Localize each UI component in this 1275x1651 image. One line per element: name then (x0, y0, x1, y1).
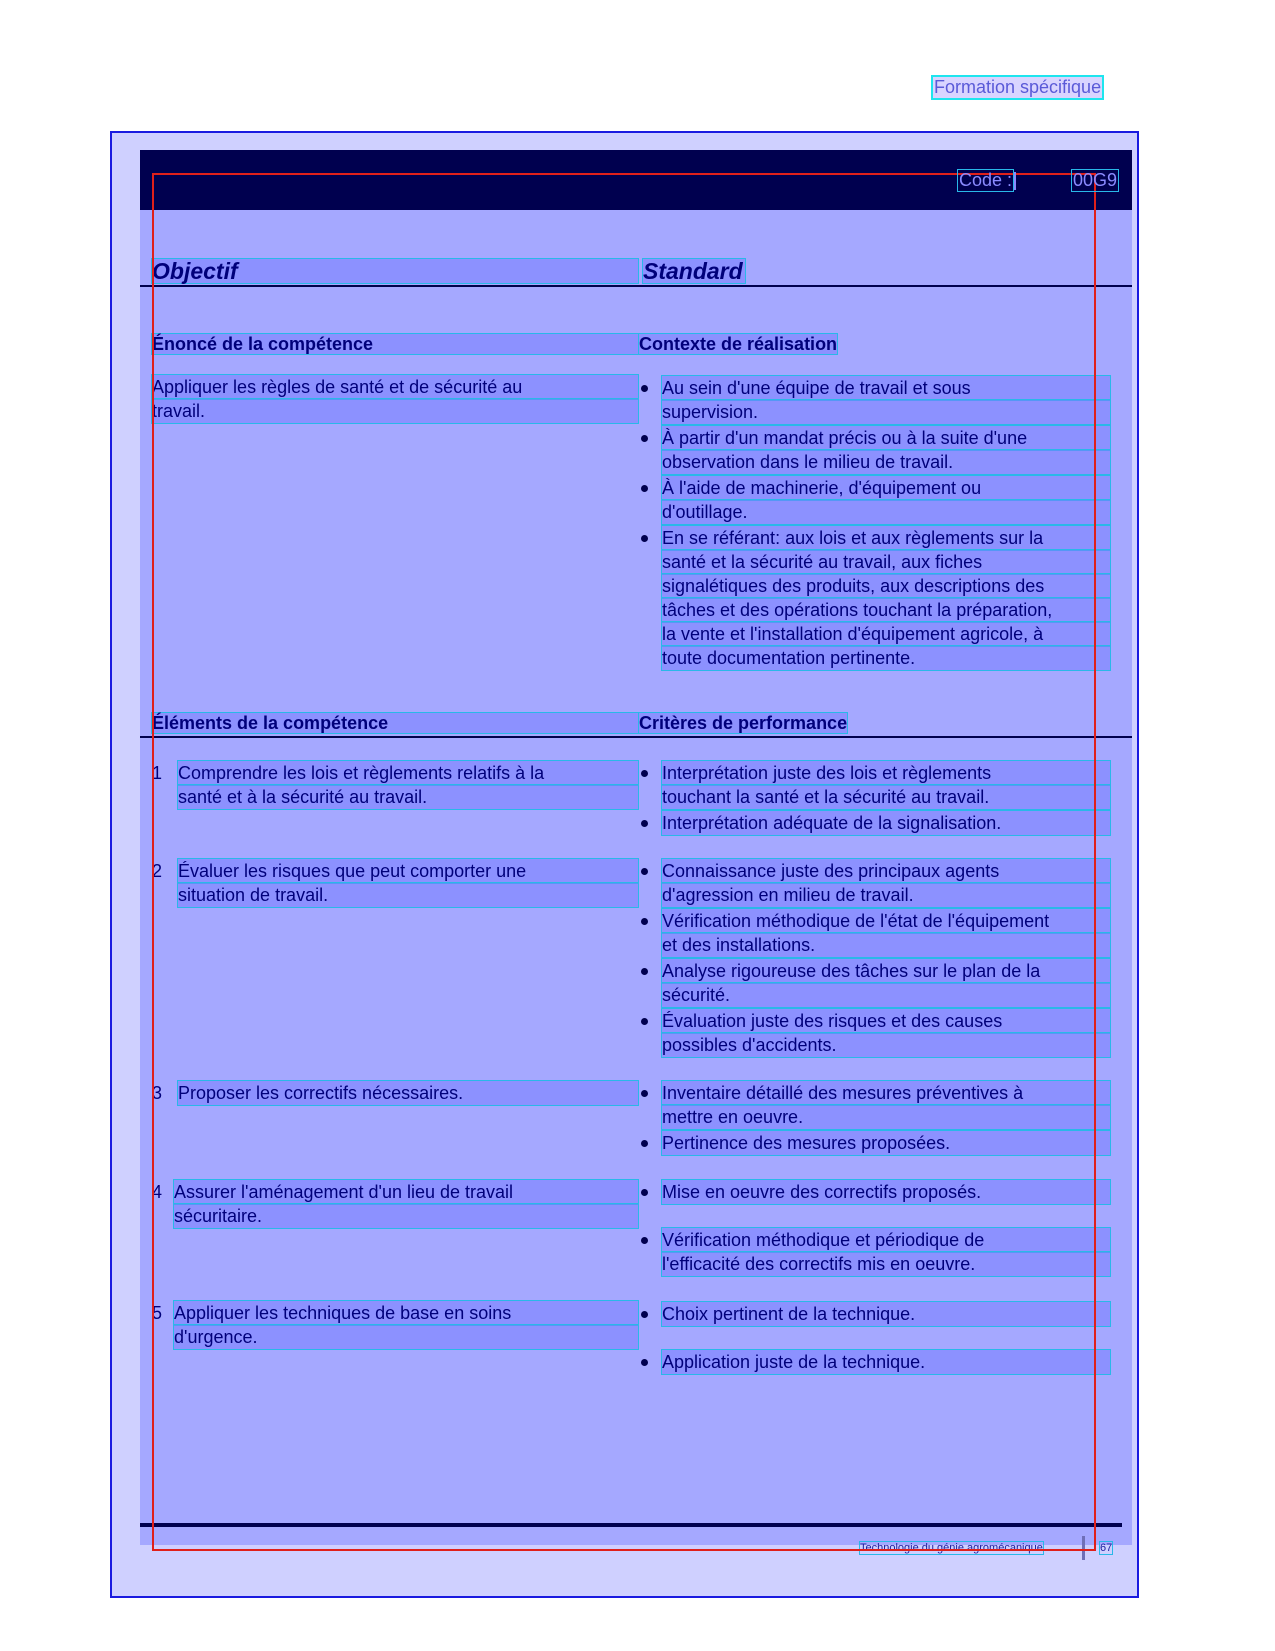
contexte-line: signalétiques des produits, aux descriptions des (662, 574, 1110, 598)
element-number: 3 (152, 1083, 163, 1103)
element-line: Assurer l'aménagement d'un lieu de travail (174, 1180, 638, 1204)
criterion-line: Pertinence des mesures proposées. (662, 1131, 1110, 1155)
criterion-line: possibles d'accidents. (662, 1033, 1110, 1057)
criterion-line: Analyse rigoureuse des tâches sur le plan de la (662, 959, 1110, 983)
contexte-line: Au sein d'une équipe de travail et sous (662, 376, 1110, 400)
criterion-line: Connaissance juste des principaux agents (662, 859, 1110, 883)
criterion-line: sécurité. (662, 983, 1110, 1007)
criterion-line: Application juste de la technique. (662, 1350, 1110, 1374)
contexte-line: toute documentation pertinente. (662, 646, 1110, 670)
element-line: d'urgence. (174, 1325, 638, 1349)
criterion-line: Mise en oeuvre des correctifs proposés. (662, 1180, 1110, 1204)
contexte-line: À l'aide de machinerie, d'équipement ou (662, 476, 1110, 500)
contexte-line: santé et la sécurité au travail, aux fiches (662, 550, 1110, 574)
contexte-line: d'outillage. (662, 500, 1110, 524)
contexte-line: observation dans le milieu de travail. (662, 450, 1110, 474)
contexte-heading: Contexte de réalisation (639, 334, 838, 354)
criterion-line: Évaluation juste des risques et des causes (662, 1009, 1110, 1033)
contexte-line: la vente et l'installation d'équipement agricole, à (662, 622, 1110, 646)
criterion-line: Interprétation adéquate de la signalisation. (662, 811, 1110, 835)
competence-line: travail. (152, 399, 638, 423)
column-title-objectif: Objectif (152, 259, 638, 283)
criterion-line: l'efficacité des correctifs mis en oeuvre. (662, 1252, 1110, 1276)
selection-frame (152, 173, 1096, 1551)
element-number: 1 (152, 763, 163, 783)
criterion-line: mettre en oeuvre. (662, 1105, 1110, 1129)
criterion-line: touchant la santé et la sécurité au travail. (662, 785, 1110, 809)
code-divider (1014, 172, 1016, 190)
competence-heading: Énoncé de la compétence (152, 334, 638, 354)
criterion-line: Choix pertinent de la technique. (662, 1302, 1110, 1326)
criteria-heading: Critères de performance (639, 713, 848, 733)
criterion-line: Vérification méthodique et périodique de (662, 1228, 1110, 1252)
element-line: situation de travail. (178, 883, 638, 907)
header-title: Formation spécifique (934, 77, 1102, 97)
criterion-line: d'agression en milieu de travail. (662, 883, 1110, 907)
element-number: 4 (152, 1182, 163, 1202)
criterion-line: Inventaire détaillé des mesures préventives à (662, 1081, 1110, 1105)
element-line: Proposer les correctifs nécessaires. (178, 1081, 638, 1105)
code-value: 00G9 (1073, 170, 1118, 190)
criterion-line: Vérification méthodique de l'état de l'équipement (662, 909, 1110, 933)
footer-program: Technologie du génie agromécanique (860, 1542, 1043, 1554)
contexte-line: À partir d'un mandat précis ou à la suite d'une (662, 426, 1110, 450)
criterion-line: et des installations. (662, 933, 1110, 957)
contexte-line: En se référant: aux lois et aux règlements sur la (662, 526, 1110, 550)
element-line: Appliquer les techniques de base en soins (174, 1301, 638, 1325)
contexte-line: supervision. (662, 400, 1110, 424)
column-title-standard: Standard (643, 258, 743, 284)
contexte-line: tâches et des opérations touchant la préparation, (662, 598, 1110, 622)
element-line: sécuritaire. (174, 1204, 638, 1228)
element-line: Comprendre les lois et règlements relatifs à la (178, 761, 638, 785)
criterion-line: Interprétation juste des lois et règlements (662, 761, 1110, 785)
page-number: 67 (1100, 1542, 1113, 1554)
code-label: Code : (959, 170, 1013, 190)
element-line: santé et à la sécurité au travail. (178, 785, 638, 809)
elements-heading: Éléments de la compétence (152, 713, 638, 733)
element-number: 2 (152, 861, 163, 881)
element-number: 5 (152, 1303, 163, 1323)
element-line: Évaluer les risques que peut comporter une (178, 859, 638, 883)
competence-line: Appliquer les règles de santé et de sécurité au (152, 375, 638, 399)
